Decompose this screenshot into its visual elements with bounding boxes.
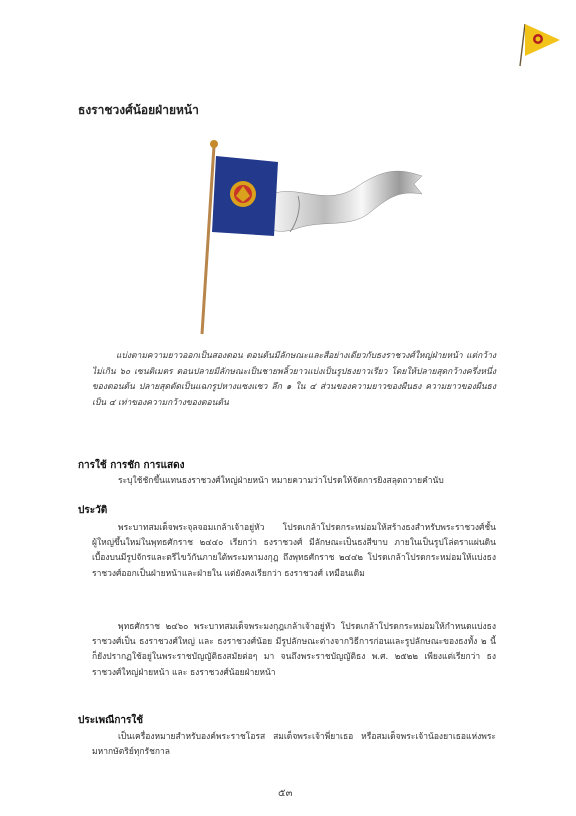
- section-usage-paragraph: ระบุใช้ชักขึ้นแทนธงราชวงศ์ใหญ่ฝ่ายหน้า หมายความว่าโปรดให้จัดการยิงสลุตถวายคำนับ: [118, 476, 444, 486]
- section-history-paragraph: พุทธศักราช ๒๔๖๐ พระบาทสมเด็จพระมงกุฎเกล้าเจ้าอยู่หัว โปรดเกล้าโปรดกระหม่อมให้กำหนดแบ่งธงราชวงศ์เป็น ธงราชวงศ์ใหญ่ และ ธงราชวงศ์น้อย มีรูปลักษณะต่างจากวิธีการก่อนและรูปลักษณะของธงทั้ง ๒ นี้ ก็ยังปรากฏใช้อยู่ในพระราชบัญญัติธงสมัยต่อๆ มา จนถึงพระราชบัญญัติธง พ.ศ. ๒๕๒๒ เพียงแต่เรียกว่า ธงราชวงศ์ใหญ่ฝ่ายหน้า และ ธงราชวงศ์น้อยฝ่ายหน้า: [92, 622, 496, 678]
- section-heading-history: ประวัติ: [78, 505, 108, 516]
- section-history-paragraph: พระบาทสมเด็จพระจุลจอมเกล้าเจ้าอยู่หัว โปรดเกล้าโปรดกระหม่อมให้สร้างธงสำหรับพระราชวงศ์ชั้นผู้ใหญ่ขึ้นใหม่ในพุทธศักราช ๒๔๔๐ เรียกว่า ธงราชวงศ์ มีลักษณะเป็นธงสีขาบ ภายในเป็นรูปโล่ตราแผ่นดิน เบื้องบนมีรูปจักรและตรีไขว้กันภายใต้พระมหามงกุฎ ถึงพุทธศักราช ๒๔๔๒ โปรดเกล้าโปรดกระหม่อมให้แบ่งธงราชวงศ์ออกเป็นฝ่ายหน้าและฝ่ายใน แต่ยังคงเรียกว่า ธงราชวงศ์ เหมือนเดิม: [92, 523, 496, 579]
- section-heading-tradition: ประเพณีการใช้: [78, 715, 144, 726]
- royal-flag-illustration: [198, 136, 424, 336]
- page-number: ๕๓: [278, 788, 293, 799]
- section-tradition-paragraph: เป็นเครื่องหมายสำหรับองค์พระราชโอรส สมเด็จพระเจ้าพี่ยาเธอ หรือสมเด็จพระเจ้าน้องยาเธอแห่งพระมหากษัตริย์ทุกรัชกาล: [92, 732, 496, 758]
- intro-paragraph: แบ่งตามความยาวออกเป็นสองตอน ตอนต้นมีลักษณะและสีอย่างเดียวกับธงราชวงศ์ใหญ่ฝ่ายหน้า แต่กว้างไม่เกิน ๖๐ เซนติเมตร ตอนปลายมีลักษณะเป็นชายพลิ้วยาวแบ่งเป็นรูปธงยาวเรียว โดยให้ปลายสุดกว้างครึ่งหนึ่งของตอนต้น ปลายสุดตัดเป็นแฉกรูปหางแซงแซว ลึก ๑ ใน ๔ ส่วนของความยาวของผืนธง ความยาวของผืนธงเป็น ๔ เท่าของความกว้างของตอนต้น: [92, 351, 496, 408]
- page-title: ธงราชวงศ์น้อยฝ่ายหน้า: [78, 103, 199, 117]
- section-heading-usage: การใช้ การชัก การแสดง: [78, 460, 185, 471]
- corner-yellow-flag-icon: [516, 18, 562, 68]
